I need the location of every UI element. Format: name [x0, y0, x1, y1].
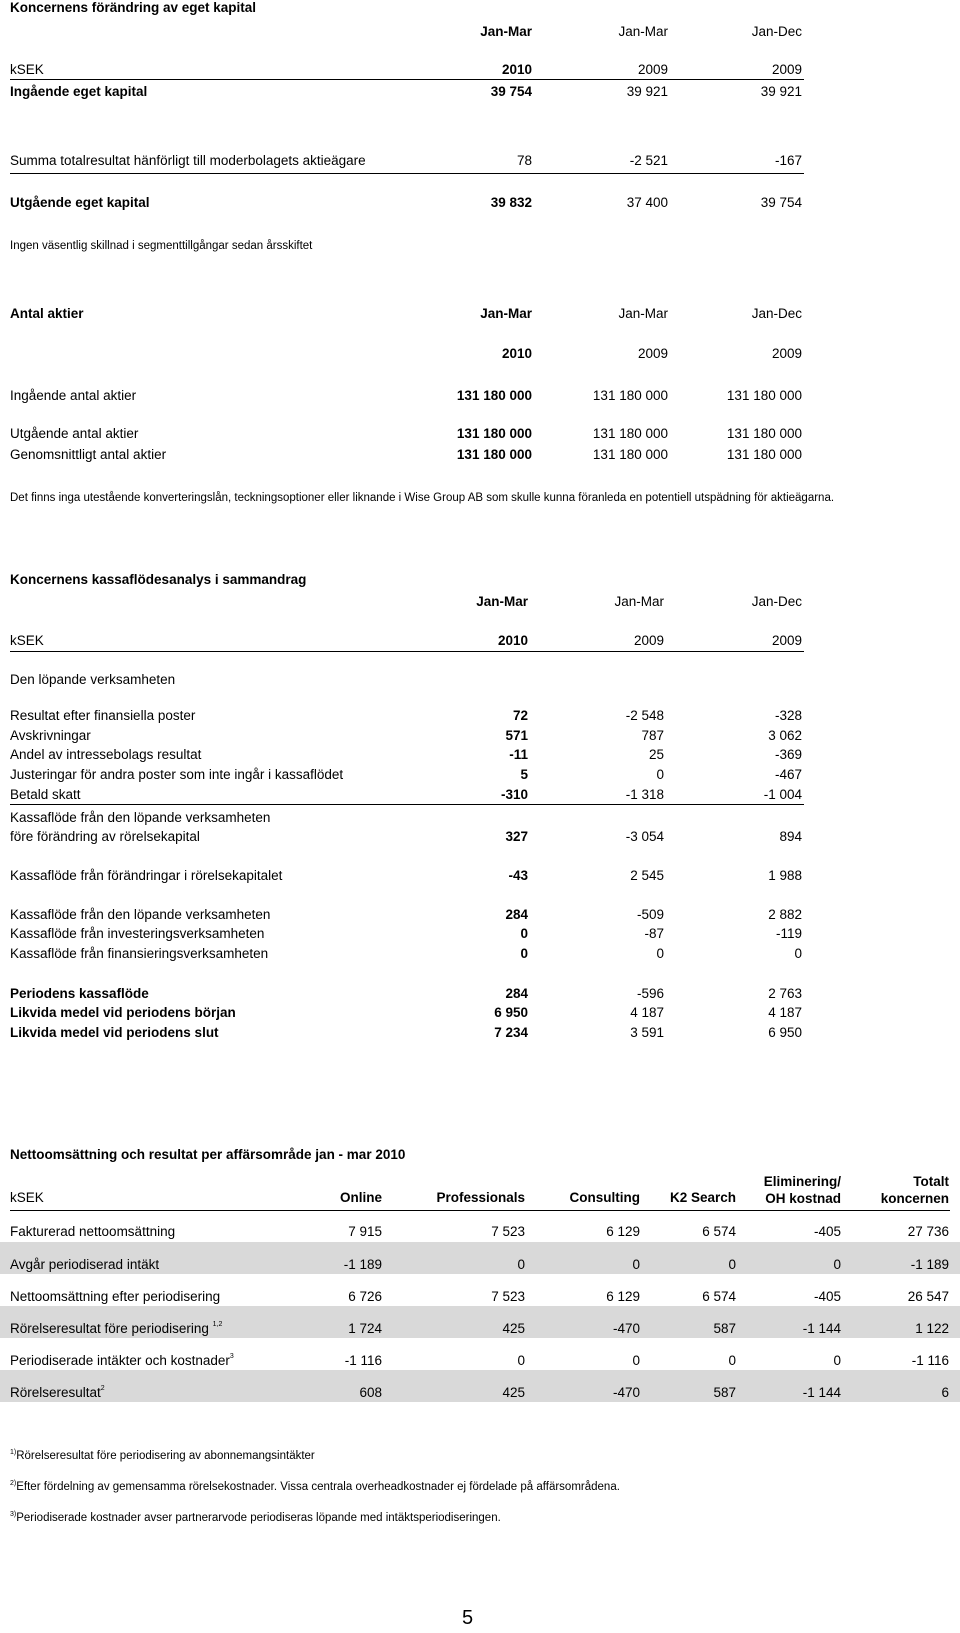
segments-row-value: 7 523: [491, 1224, 525, 1239]
segments-row-value: -470: [612, 1321, 640, 1336]
cashflow-row-value: -1 318: [625, 787, 664, 802]
shares-year-3: 2009: [771, 346, 802, 361]
cashflow-unit-label: kSEK: [10, 633, 44, 648]
segments-row-value: -1 189: [343, 1257, 382, 1272]
segments-row-value: -1 144: [802, 1385, 841, 1400]
footnote-text: Efter fördelning av gemensamma rörelsekostnader. Vissa centrala overheadkostnader ej fördelade på affärsområdena.: [16, 1481, 620, 1493]
segments-col-total-line2: koncernen: [880, 1191, 949, 1206]
segments-row-label: Fakturerad nettoomsättning: [10, 1224, 176, 1239]
cashflow-row-value: -596: [636, 986, 664, 1001]
segments-row-label: [10, 1385, 105, 1401]
shares-period-2: Jan-Mar: [618, 306, 668, 321]
cashflow-row-label: Kassaflöde från förändringar i rörelsekapitalet: [10, 868, 283, 883]
cashflow-row-value: -369: [774, 747, 802, 762]
cashflow-row-label: Kassaflöde från investeringsverksamheten: [10, 926, 265, 941]
cashflow-row-value: 0: [520, 926, 528, 941]
segments-row-value: -1 116: [911, 1353, 949, 1368]
cashflow-row-value: 6 950: [768, 1025, 802, 1040]
equity-row-value: 39 754: [490, 84, 532, 99]
segments-row-value: 425: [502, 1385, 525, 1400]
segments-row-value: 0: [833, 1257, 841, 1272]
segments-row-value: 6 574: [702, 1289, 736, 1304]
segments-row-value: 587: [713, 1321, 736, 1336]
footnote-text: Periodiserade kostnader avser partnerarvode periodiseras löpande med intäktsperiodiseringen.: [16, 1512, 501, 1524]
segments-row-label-text: Rörelseresultat: [10, 1385, 101, 1400]
segments-title: Nettoomsättning och resultat per affärsområde jan - mar 2010: [10, 1147, 406, 1162]
shares-row-value: 131 180 000: [592, 447, 668, 462]
footnote: [10, 1511, 501, 1525]
shares-title: Antal aktier: [10, 306, 84, 321]
segments-row-value: 6 726: [348, 1289, 382, 1304]
segments-row-label: Avgår periodiserad intäkt: [10, 1257, 160, 1272]
segments-row-label-text: Rörelseresultat före periodisering: [10, 1321, 209, 1336]
segments-col-elim-line2: OH kostnad: [765, 1191, 841, 1206]
equity-period-1: Jan-Mar: [480, 24, 532, 39]
segments-row-label-text: Periodiserade intäkter och kostnader: [10, 1353, 230, 1368]
footnote-ref: 1,2: [212, 1321, 223, 1328]
footnote-ref: 3: [229, 1353, 234, 1360]
cashflow-row-value: 5: [520, 767, 528, 782]
cashflow-row-value: 571: [505, 728, 528, 743]
equity-row-value: -2 521: [629, 153, 668, 168]
cashflow-period-2: Jan-Mar: [614, 594, 664, 609]
footnote-ref: 2: [100, 1385, 105, 1392]
divider: [10, 79, 804, 80]
divider: [10, 1210, 950, 1211]
page-number: 5: [462, 1607, 474, 1629]
segments-row-value: -405: [813, 1224, 841, 1239]
shares-year-1: 2010: [501, 346, 532, 361]
cashflow-year-2: 2009: [633, 633, 664, 648]
footnote: [10, 1480, 620, 1494]
segments-row-value: 1 724: [348, 1321, 382, 1336]
cashflow-row-value: 3 591: [630, 1025, 664, 1040]
cashflow-row-value: -509: [636, 907, 664, 922]
cashflow-row-value: -11: [509, 747, 528, 762]
shares-row-value: 131 180 000: [456, 388, 532, 403]
cashflow-row-value: 787: [641, 728, 664, 743]
cashflow-row-label: Kassaflöde från den löpande verksamheten: [10, 810, 271, 825]
cashflow-row-value: 0: [656, 767, 664, 782]
footnote-mark: 3): [10, 1511, 17, 1518]
cashflow-row-value: 6 950: [494, 1005, 528, 1020]
segments-row-label: [10, 1321, 222, 1337]
segments-row-value: 0: [833, 1353, 841, 1368]
cashflow-row-value: -310: [500, 787, 528, 802]
cashflow-row-value: 284: [505, 986, 528, 1001]
cashflow-row-value: 1 988: [768, 868, 802, 883]
shares-row-label: Genomsnittligt antal aktier: [10, 447, 167, 462]
cashflow-row-label: Likvida medel vid periodens början: [10, 1005, 236, 1020]
segments-row-value: 26 547: [907, 1289, 949, 1304]
cashflow-row-value: -1 004: [763, 787, 802, 802]
segments-row-value: 1 122: [915, 1321, 949, 1336]
segments-row-value: 0: [517, 1257, 525, 1272]
segments-row-value: -405: [813, 1289, 841, 1304]
shares-note: Det finns inga utestående konverteringslån, teckningsoptioner eller liknande i Wise Group AB som skulle kunna föranleda en potentiell utspädning för aktieägarna.: [10, 492, 835, 504]
cashflow-row-value: -119: [775, 926, 802, 941]
cashflow-year-3: 2009: [771, 633, 802, 648]
segments-unit-label: kSEK: [10, 1190, 44, 1205]
cashflow-row-label-line2: före förändring av rörelsekapital: [10, 829, 200, 844]
divider: [10, 804, 804, 805]
cashflow-row-value: 2 763: [768, 986, 802, 1001]
equity-row-label: Utgående eget kapital: [10, 195, 150, 210]
equity-period-3: Jan-Dec: [751, 24, 802, 39]
segments-col-online: Online: [339, 1190, 382, 1205]
shares-row-label: Ingående antal aktier: [10, 388, 137, 403]
cashflow-row-value: 3 062: [768, 728, 802, 743]
cashflow-row-value: 0: [794, 946, 802, 961]
footnote-mark: 2): [10, 1480, 17, 1487]
equity-note: Ingen väsentlig skillnad i segmenttillgångar sedan årsskiftet: [10, 240, 313, 252]
segments-row-value: 7 523: [491, 1289, 525, 1304]
segments-row-value: 587: [713, 1385, 736, 1400]
segments-col-total: [850, 1173, 949, 1207]
equity-period-2: Jan-Mar: [618, 24, 668, 39]
cashflow-period-1: Jan-Mar: [476, 594, 528, 609]
cashflow-row-value: -328: [774, 708, 802, 723]
segments-col-k2search: K2 Search: [669, 1190, 736, 1205]
segments-row-value: 425: [502, 1321, 525, 1336]
cashflow-row-label: Likvida medel vid periodens slut: [10, 1025, 219, 1040]
equity-unit-label: kSEK: [10, 62, 44, 77]
divider: [10, 173, 804, 174]
cashflow-row-value: 4 187: [768, 1005, 802, 1020]
segments-col-elim: [745, 1173, 841, 1207]
segments-row-value: 6: [941, 1385, 949, 1400]
segments-row-value: 0: [517, 1353, 525, 1368]
segments-row-value: -470: [612, 1385, 640, 1400]
segments-row-value: 6 574: [702, 1224, 736, 1239]
shares-row-value: 131 180 000: [456, 426, 532, 441]
cashflow-row-value: -43: [508, 868, 528, 883]
cashflow-row-value: 327: [505, 829, 528, 844]
equity-row-value: 39 921: [626, 84, 668, 99]
cashflow-row-value: 72: [512, 708, 528, 723]
segments-row-label: [10, 1353, 234, 1369]
segments-row-value: 6 129: [606, 1224, 640, 1239]
shares-row-value: 131 180 000: [726, 426, 802, 441]
cashflow-section-label: Den löpande verksamheten: [10, 672, 176, 687]
cashflow-row-value: 4 187: [630, 1005, 664, 1020]
shares-row-value: 131 180 000: [592, 426, 668, 441]
equity-row-label: Summa totalresultat hänförligt till moderbolagets aktieägare: [10, 153, 366, 168]
segments-row-value: 0: [728, 1353, 736, 1368]
equity-row-value: 39 754: [760, 195, 802, 210]
cashflow-row-value: 2 882: [768, 907, 802, 922]
shares-row-value: 131 180 000: [726, 447, 802, 462]
equity-title: Koncernens förändring av eget kapital: [10, 0, 257, 15]
shares-period-1: Jan-Mar: [480, 306, 532, 321]
cashflow-row-label: Betald skatt: [10, 787, 81, 802]
segments-row-value: 0: [632, 1257, 640, 1272]
equity-year-1: 2010: [501, 62, 532, 77]
segments-row-value: -1 116: [344, 1353, 382, 1368]
cashflow-row-label: Kassaflöde från finansieringsverksamheten: [10, 946, 269, 961]
footnote-text: Rörelseresultat före periodisering av abonnemangsintäkter: [16, 1450, 315, 1462]
cashflow-row-value: -3 054: [625, 829, 664, 844]
equity-row-value: 39 832: [490, 195, 532, 210]
segments-row-label: Nettoomsättning efter periodisering: [10, 1289, 221, 1304]
shares-period-3: Jan-Dec: [751, 306, 802, 321]
segments-col-total-line1: Totalt: [913, 1174, 949, 1189]
segments-row-value: 27 736: [907, 1224, 949, 1239]
cashflow-row-value: 284: [505, 907, 528, 922]
segments-row-value: 0: [632, 1353, 640, 1368]
cashflow-row-label: Kassaflöde från den löpande verksamheten: [10, 907, 271, 922]
cashflow-row-value: -2 548: [625, 708, 664, 723]
equity-year-3: 2009: [771, 62, 802, 77]
footnote-mark: 1): [10, 1449, 17, 1456]
cashflow-row-value: 7 234: [494, 1025, 528, 1040]
cashflow-row-label: Andel av intressebolags resultat: [10, 747, 202, 762]
segments-row-value: 6 129: [606, 1289, 640, 1304]
cashflow-row-label: Resultat efter finansiella poster: [10, 708, 196, 723]
segments-col-consulting: Consulting: [569, 1190, 640, 1205]
equity-year-2: 2009: [637, 62, 668, 77]
shares-row-value: 131 180 000: [726, 388, 802, 403]
segments-col-professionals: Professionals: [436, 1190, 525, 1205]
equity-row-value: -167: [774, 153, 802, 168]
divider: [10, 651, 804, 652]
shares-row-label: Utgående antal aktier: [10, 426, 139, 441]
shares-year-2: 2009: [637, 346, 668, 361]
cashflow-period-3: Jan-Dec: [751, 594, 802, 609]
segments-row-value: -1 144: [802, 1321, 841, 1336]
cashflow-row-value: 0: [520, 946, 528, 961]
equity-row-value: 39 921: [760, 84, 802, 99]
cashflow-row-label: Avskrivningar: [10, 728, 91, 743]
segments-col-elim-line1: Eliminering/: [763, 1174, 841, 1189]
segments-row-value: 7 915: [348, 1224, 382, 1239]
equity-row-value: 78: [516, 153, 532, 168]
segments-row-value: -1 189: [910, 1257, 949, 1272]
cashflow-year-1: 2010: [497, 633, 528, 648]
footnote: [10, 1449, 315, 1463]
cashflow-row-label: Periodens kassaflöde: [10, 986, 149, 1001]
shares-row-value: 131 180 000: [456, 447, 532, 462]
cashflow-title: Koncernens kassaflödesanalys i sammandrag: [10, 572, 307, 587]
segments-row-value: 608: [359, 1385, 382, 1400]
cashflow-row-value: 894: [779, 829, 802, 844]
cashflow-row-value: -467: [774, 767, 802, 782]
equity-row-value: 37 400: [626, 195, 668, 210]
cashflow-row-label: Justeringar för andra poster som inte ingår i kassaflödet: [10, 767, 344, 782]
cashflow-row-value: 25: [648, 747, 664, 762]
cashflow-row-value: 0: [656, 946, 664, 961]
segments-row-value: 0: [728, 1257, 736, 1272]
cashflow-row-value: -87: [644, 926, 664, 941]
shares-row-value: 131 180 000: [592, 388, 668, 403]
cashflow-row-value: 2 545: [630, 868, 664, 883]
equity-row-label: Ingående eget kapital: [10, 84, 148, 99]
